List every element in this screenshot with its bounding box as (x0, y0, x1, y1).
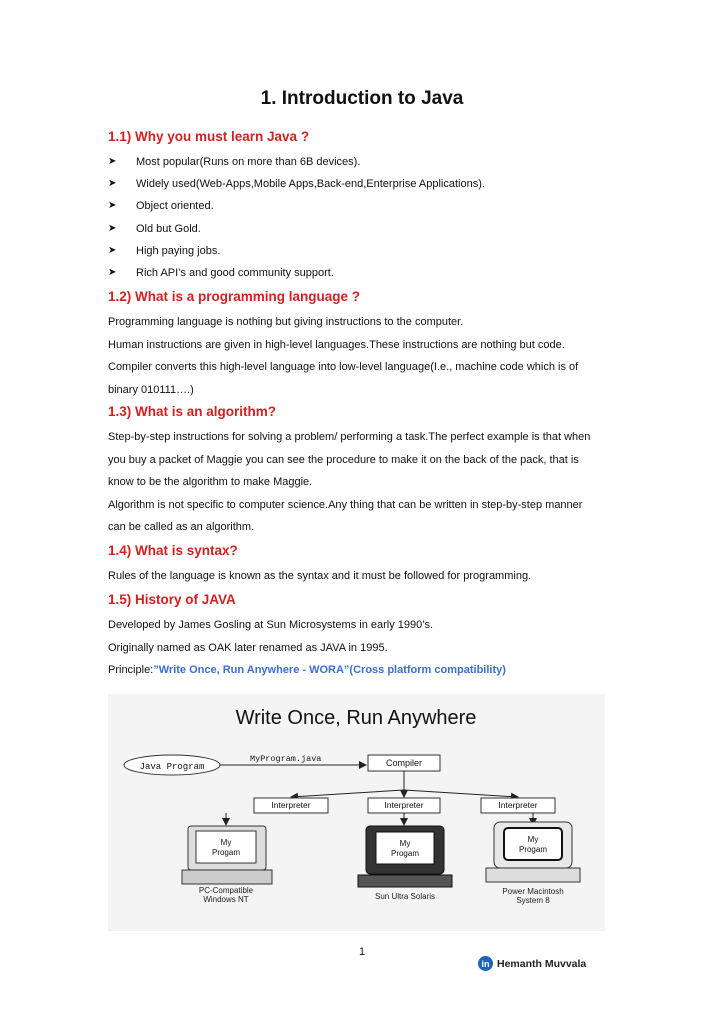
svg-text:My: My (527, 835, 539, 844)
arrow-bullet-icon: ➤ (108, 200, 117, 212)
interpreter-label: Interpreter (271, 800, 311, 810)
platform-label: Power Macintosh (502, 887, 564, 896)
paragraph-line: Rules of the language is known as the syntax and it must be followed for programming. (108, 570, 532, 582)
diagram-title: Write Once, Run Anywhere (235, 707, 477, 729)
arrow-bullet-icon: ➤ (108, 222, 117, 234)
section-heading-history: 1.5) History of JAVA (108, 592, 236, 607)
pc-computer-icon (182, 826, 272, 884)
svg-text:Progam: Progam (518, 845, 548, 854)
paragraph-line: binary 010111….) (108, 383, 194, 396)
list-item: ➤ High paying jobs. (108, 244, 221, 257)
wora-diagram-svg (108, 694, 605, 930)
principle-quote: ”Write Once, Run Anywhere - WORA”(Cross platform compatibility) (153, 664, 506, 676)
paragraph-line: Algorithm is not specific to computer science.Any thing that can be written in step-by-step manner (108, 498, 583, 511)
list-item: ➤ Object oriented. (108, 200, 214, 213)
file-name-label: MyProgram.java (250, 754, 322, 764)
section-heading-syntax: 1.4) What is syntax? (108, 543, 238, 558)
platform-label: System 8 (516, 896, 550, 905)
arrow-bullet-icon: ➤ (108, 178, 117, 190)
paragraph-line: Compiler converts this high-level language into low-level language(I.e., machine code which is of (108, 361, 579, 373)
paragraph-line: Step-by-step instructions for solving a problem/ performing a task.The perfect example is that when (108, 431, 591, 443)
author-brand (478, 956, 586, 971)
list-item: ➤ Rich API’s and good community support. (108, 266, 334, 279)
paragraph-line: Developed by James Gosling at Sun Microsystems in early 1990’s. (108, 619, 434, 631)
interpreter-label: Interpreter (498, 800, 538, 810)
paragraph-line: can be called as an algorithm. (108, 521, 255, 533)
list-item: ➤ Old but Gold. (108, 222, 201, 235)
list-item: ➤ Widely used(Web-Apps,Mobile Apps,Back-end,Enterprise Applications). (108, 178, 485, 191)
principle-line (108, 659, 616, 682)
arrow-bullet-icon: ➤ (108, 156, 117, 167)
interpreter-label: Interpreter (384, 800, 424, 810)
section-heading-algorithm: 1.3) What is an algorithm? (108, 404, 277, 419)
platform-label: Windows NT (203, 895, 249, 904)
wora-diagram (108, 694, 605, 931)
list-item: ➤ Most popular(Runs on more than 6B devices). (108, 156, 361, 168)
syntax-paragraph (108, 565, 616, 588)
svg-text:Progam: Progam (211, 848, 241, 857)
compiler-label: Compiler (385, 758, 423, 768)
author-name: Hemanth Muvvala (497, 957, 587, 970)
arrow-bullet-icon: ➤ (108, 244, 117, 256)
macintosh-computer-icon (486, 822, 580, 882)
paragraph-line: Human instructions are given in high-level languages.These instructions are nothing but code. (108, 338, 565, 351)
section-heading-programming-language: 1.2) What is a programming language ? (108, 289, 361, 304)
why-java-bullet-list (108, 155, 485, 288)
platform-label: PC-Compatible (198, 886, 254, 895)
section-heading-why-java: 1.1) Why you must learn Java ? (108, 129, 310, 144)
paragraph-line: Originally named as OAK later renamed as JAVA in 1995. (108, 641, 388, 654)
svg-text:Progam: Progam (390, 849, 420, 858)
programming-language-paragraph (108, 311, 616, 401)
principle-label: Principle: (108, 664, 154, 676)
platform-label: Sun Ultra Solaris (374, 892, 436, 901)
algorithm-paragraph (108, 426, 616, 539)
java-program-label: Java Program (139, 762, 205, 772)
svg-text:My: My (399, 839, 411, 848)
history-paragraph (108, 614, 616, 682)
svg-text:My: My (220, 838, 232, 847)
paragraph-line: know to be the algorithm to make Maggie. (108, 476, 313, 488)
page-title: 1. Introduction to Java (260, 88, 464, 109)
page-number: 1 (358, 946, 366, 958)
arrow-bullet-icon: ➤ (108, 266, 117, 278)
linkedin-icon: in (478, 956, 493, 971)
sun-workstation-icon (358, 826, 452, 887)
paragraph-line: you buy a packet of Maggie you can see the procedure to make it on the back of the pack, that is (108, 453, 579, 466)
paragraph-line: Programming language is nothing but giving instructions to the computer. (108, 316, 464, 328)
